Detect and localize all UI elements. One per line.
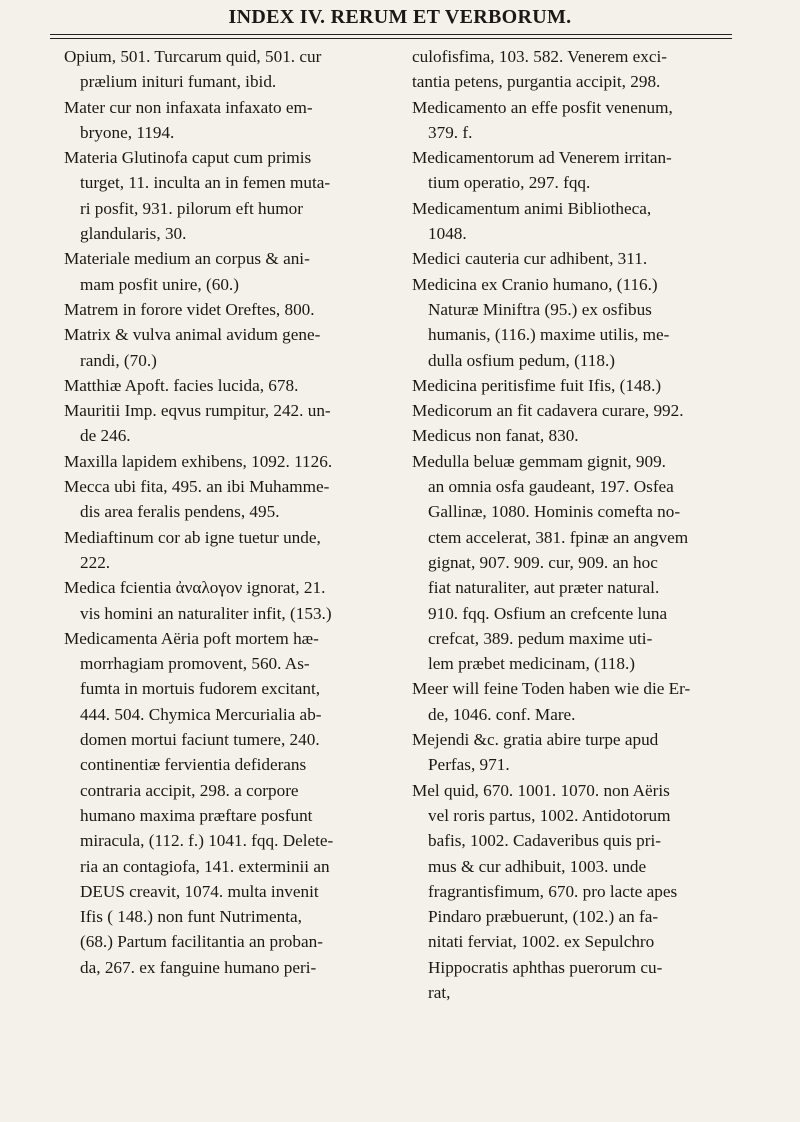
index-line: Naturæ Miniftra (95.) ex osfibus — [428, 299, 652, 319]
index-line: de 246. — [80, 426, 131, 446]
index-line: morrhagiam promovent, 560. As- — [80, 654, 310, 674]
index-line: Medicina ex Cranio humano, (116.) — [412, 274, 658, 294]
header-rule-thin — [50, 38, 732, 39]
index-line: nitati ferviat, 1002. ex Sepulchro — [428, 932, 655, 952]
index-line: Matrem in forore videt Oreftes, 800. — [64, 299, 315, 319]
index-line: Pindaro præbuerunt, (102.) an fa- — [428, 907, 659, 927]
index-line: Materia Glutinofa caput cum primis — [64, 148, 312, 168]
index-line: domen mortui faciunt tumere, 240. — [80, 730, 320, 750]
index-line: da, 267. ex fanguine humano peri- — [80, 957, 317, 977]
index-line: Medicina peritisfime fuit Ifis, (148.) — [412, 375, 662, 395]
index-line: tantia petens, purgantia accipit, 298. — [412, 72, 661, 92]
index-line: vis homini an naturaliter infit, (153.) — [80, 603, 332, 623]
index-line: vel roris partus, 1002. Antidotorum — [428, 805, 671, 825]
index-line: ria an contagiofa, 141. exterminii an — [80, 856, 330, 876]
index-line: contraria accipit, 298. a corpore — [80, 780, 299, 800]
index-line: (68.) Partum facilitantia an proban- — [80, 932, 323, 952]
index-line: Medulla beluæ gemmam gignit, 909. — [412, 451, 666, 471]
index-line: Medica fcientia ἀναλογον ignorat, 21. — [64, 578, 326, 598]
index-line: de, 1046. conf. Mare. — [428, 704, 576, 724]
index-line: humano maxima præftare posfunt — [80, 805, 313, 825]
index-line: 444. 504. Chymica Mercurialia ab- — [80, 704, 322, 724]
index-line: Medicamentorum ad Venerem irritan- — [412, 148, 672, 168]
index-line: Perfas, 971. — [428, 755, 510, 775]
index-line: Matrix & vulva animal avidum gene- — [64, 325, 321, 345]
index-line: randi, (70.) — [80, 350, 157, 370]
index-line: ctem accelerat, 381. fpinæ an angvem — [428, 527, 689, 547]
page-header: INDEX IV. RERUM ET VERBORUM. — [228, 6, 572, 28]
index-line: 910. fqq. Osfium an crefcente luna — [428, 603, 668, 623]
index-line: humanis, (116.) maxime utilis, me- — [428, 325, 670, 345]
index-line: Mecca ubi fita, 495. an ibi Muhamme- — [64, 477, 330, 497]
index-line: Medicus non fanat, 830. — [412, 426, 579, 446]
index-line: mam posfit unire, (60.) — [80, 274, 239, 294]
index-line: Mauritii Imp. eqvus rumpitur, 242. un- — [64, 401, 331, 421]
index-line: rat, — [428, 982, 451, 1002]
index-line: continentiæ fervientia defiderans — [80, 755, 307, 775]
index-line: Gallinæ, 1080. Hominis comefta no- — [428, 502, 681, 522]
index-line: an omnia osfa gaudeant, 197. Osfea — [428, 477, 674, 497]
header-rule — [50, 34, 732, 35]
index-line: turget, 11. inculta an in femen muta- — [80, 173, 331, 193]
index-line: 222. — [80, 552, 111, 572]
index-line: Medici cauteria cur adhibent, 311. — [412, 249, 648, 269]
index-line: DEUS creavit, 1074. multa invenit — [80, 881, 319, 901]
index-line: culofisfima, 103. 582. Venerem exci- — [412, 47, 668, 66]
index-line: miracula, (112. f.) 1041. fqq. Delete- — [80, 831, 334, 851]
index-line: Medicamenta Aëria poft mortem hæ- — [64, 628, 319, 648]
index-line: 1048. — [428, 224, 467, 244]
index-line: dulla osfium pedum, (118.) — [428, 350, 615, 370]
index-line: Medicamento an effe posfit venenum, — [412, 97, 673, 117]
index-line: Medicorum an fit cadavera curare, 992. — [412, 401, 684, 421]
index-line: gignat, 907. 909. cur, 909. an hoc — [428, 552, 658, 572]
index-line: lem præbet medicinam, (118.) — [428, 654, 635, 674]
left-column — [64, 44, 382, 980]
index-line: tium operatio, 297. fqq. — [428, 173, 591, 193]
index-line: bafis, 1002. Cadaveribus quis pri- — [428, 831, 661, 851]
index-line: 379. f. — [428, 122, 473, 142]
index-line: Mater cur non infaxata infaxato em- — [64, 97, 313, 117]
index-line: fiat naturaliter, aut præter natural. — [428, 578, 660, 598]
index-line: Materiale medium an corpus & ani- — [64, 249, 310, 269]
index-line: ri posfit, 931. pilorum eft humor — [80, 198, 303, 218]
index-line: Opium, 501. Turcarum quid, 501. cur — [64, 47, 322, 66]
index-line: Hippocratis aphthas puerorum cu- — [428, 957, 663, 977]
index-line: fragrantisfimum, 670. pro lacte apes — [428, 881, 678, 901]
index-line: fumta in mortuis fudorem excitant, — [80, 679, 321, 699]
index-line: Ifis ( 148.) non funt Nutrimenta, — [80, 907, 302, 927]
index-line: prælium inituri fumant, ibid. — [80, 72, 277, 92]
index-line: Maxilla lapidem exhibens, 1092. 1126. — [64, 451, 333, 471]
index-line: bryone, 1194. — [80, 122, 175, 142]
index-line: Mejendi &c. gratia abire turpe apud — [412, 730, 659, 750]
index-line: dis area feralis pendens, 495. — [80, 502, 280, 522]
index-line: Medicamentum animi Bibliotheca, — [412, 198, 652, 218]
index-line: mus & cur adhibuit, 1003. unde — [428, 856, 647, 876]
index-line: Mel quid, 670. 1001. 1070. non Aëris — [412, 780, 670, 800]
index-line: Mediaftinum cor ab igne tuetur unde, — [64, 527, 321, 547]
index-line: glandularis, 30. — [80, 224, 187, 244]
index-line: Meer will feine Toden haben wie die Er- — [412, 679, 691, 699]
right-column — [412, 44, 730, 1005]
index-line: Matthiæ Apoft. facies lucida, 678. — [64, 375, 299, 395]
index-line: crefcat, 389. pedum maxime uti- — [428, 628, 653, 648]
